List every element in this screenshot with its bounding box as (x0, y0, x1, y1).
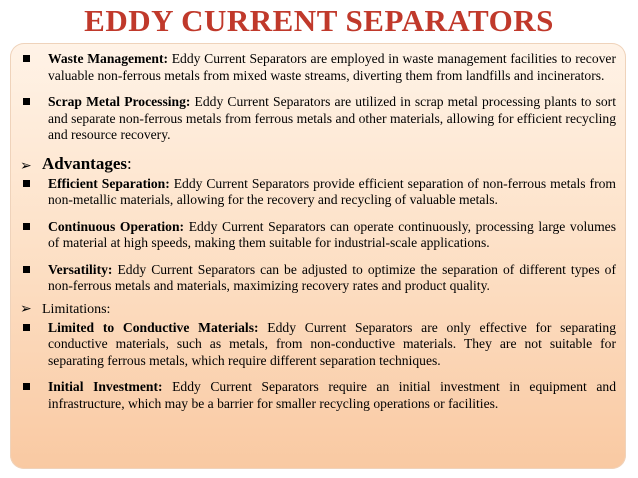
limitations-heading-label: Limitations: (42, 301, 111, 317)
list-item (20, 94, 616, 144)
item-term: Limited to Conductive Materials: (48, 319, 268, 335)
item-term: Efficient Separation: (48, 175, 174, 191)
list-item (20, 379, 616, 412)
item-text: Eddy Current Separators are employed in waste management facilities to recover valuable non-ferrous metals from mixed waste streams, diverting them from landfills and incinerators. (48, 51, 616, 83)
item-text: Eddy Current Separators are utilized in scrap metal processing plants to sort and separate non-ferrous metals from ferrous metals and other materials, allowing for efficient recycling and resource recovery. (48, 94, 616, 142)
arrow-bullet-icon: ➢ (20, 300, 32, 317)
square-bullet-icon (23, 55, 30, 62)
item-term: Initial Investment: (48, 379, 173, 394)
list-item (20, 176, 616, 209)
item-text: Eddy Current Separators can operate continuously, processing large volumes of material at high speeds, making them suitable for industrial-scale applications. (48, 218, 616, 250)
advantages-heading-label: Advantages (42, 153, 128, 173)
list-item (20, 51, 616, 84)
item-term: Scrap Metal Processing: (48, 94, 195, 109)
slide-title: EDDY CURRENT SEPARATORS (84, 3, 554, 38)
item-term: Continuous Operation: (48, 218, 189, 234)
square-bullet-icon (23, 223, 30, 230)
item-text: Eddy Current Separators can be adjusted to optimize the separation of different types of non-ferrous metals and materials, maximizing recovery rates and product quality. (48, 261, 616, 293)
limitations-heading (20, 301, 616, 318)
advantages-heading (20, 154, 616, 174)
content-body (20, 51, 616, 422)
item-term: Waste Management: (48, 51, 172, 66)
advantages-heading-colon: : (127, 153, 132, 173)
list-item (20, 320, 616, 370)
item-text: Eddy Current Separators require an initial investment in equipment and infrastructure, which may be a barrier for smaller recycling operations or facilities. (48, 379, 616, 411)
item-text: Eddy Current Separators provide efficient separation of non-ferrous metals from non-metallic materials, allowing for the recovery and recycling of valuable metals. (48, 175, 616, 207)
square-bullet-icon (23, 324, 30, 331)
square-bullet-icon (23, 383, 30, 390)
item-text: Eddy Current Separators are only effective for separating conductive materials, such as metals, from non-conductive materials. They are not suitable for separating ferrous metals, which require different separation techniques. (48, 319, 616, 368)
item-term: Versatility: (48, 261, 118, 277)
list-item (20, 262, 616, 295)
arrow-bullet-icon: ➢ (20, 157, 32, 174)
square-bullet-icon (23, 266, 30, 273)
square-bullet-icon (23, 98, 30, 105)
list-item (20, 219, 616, 252)
square-bullet-icon (23, 180, 30, 187)
